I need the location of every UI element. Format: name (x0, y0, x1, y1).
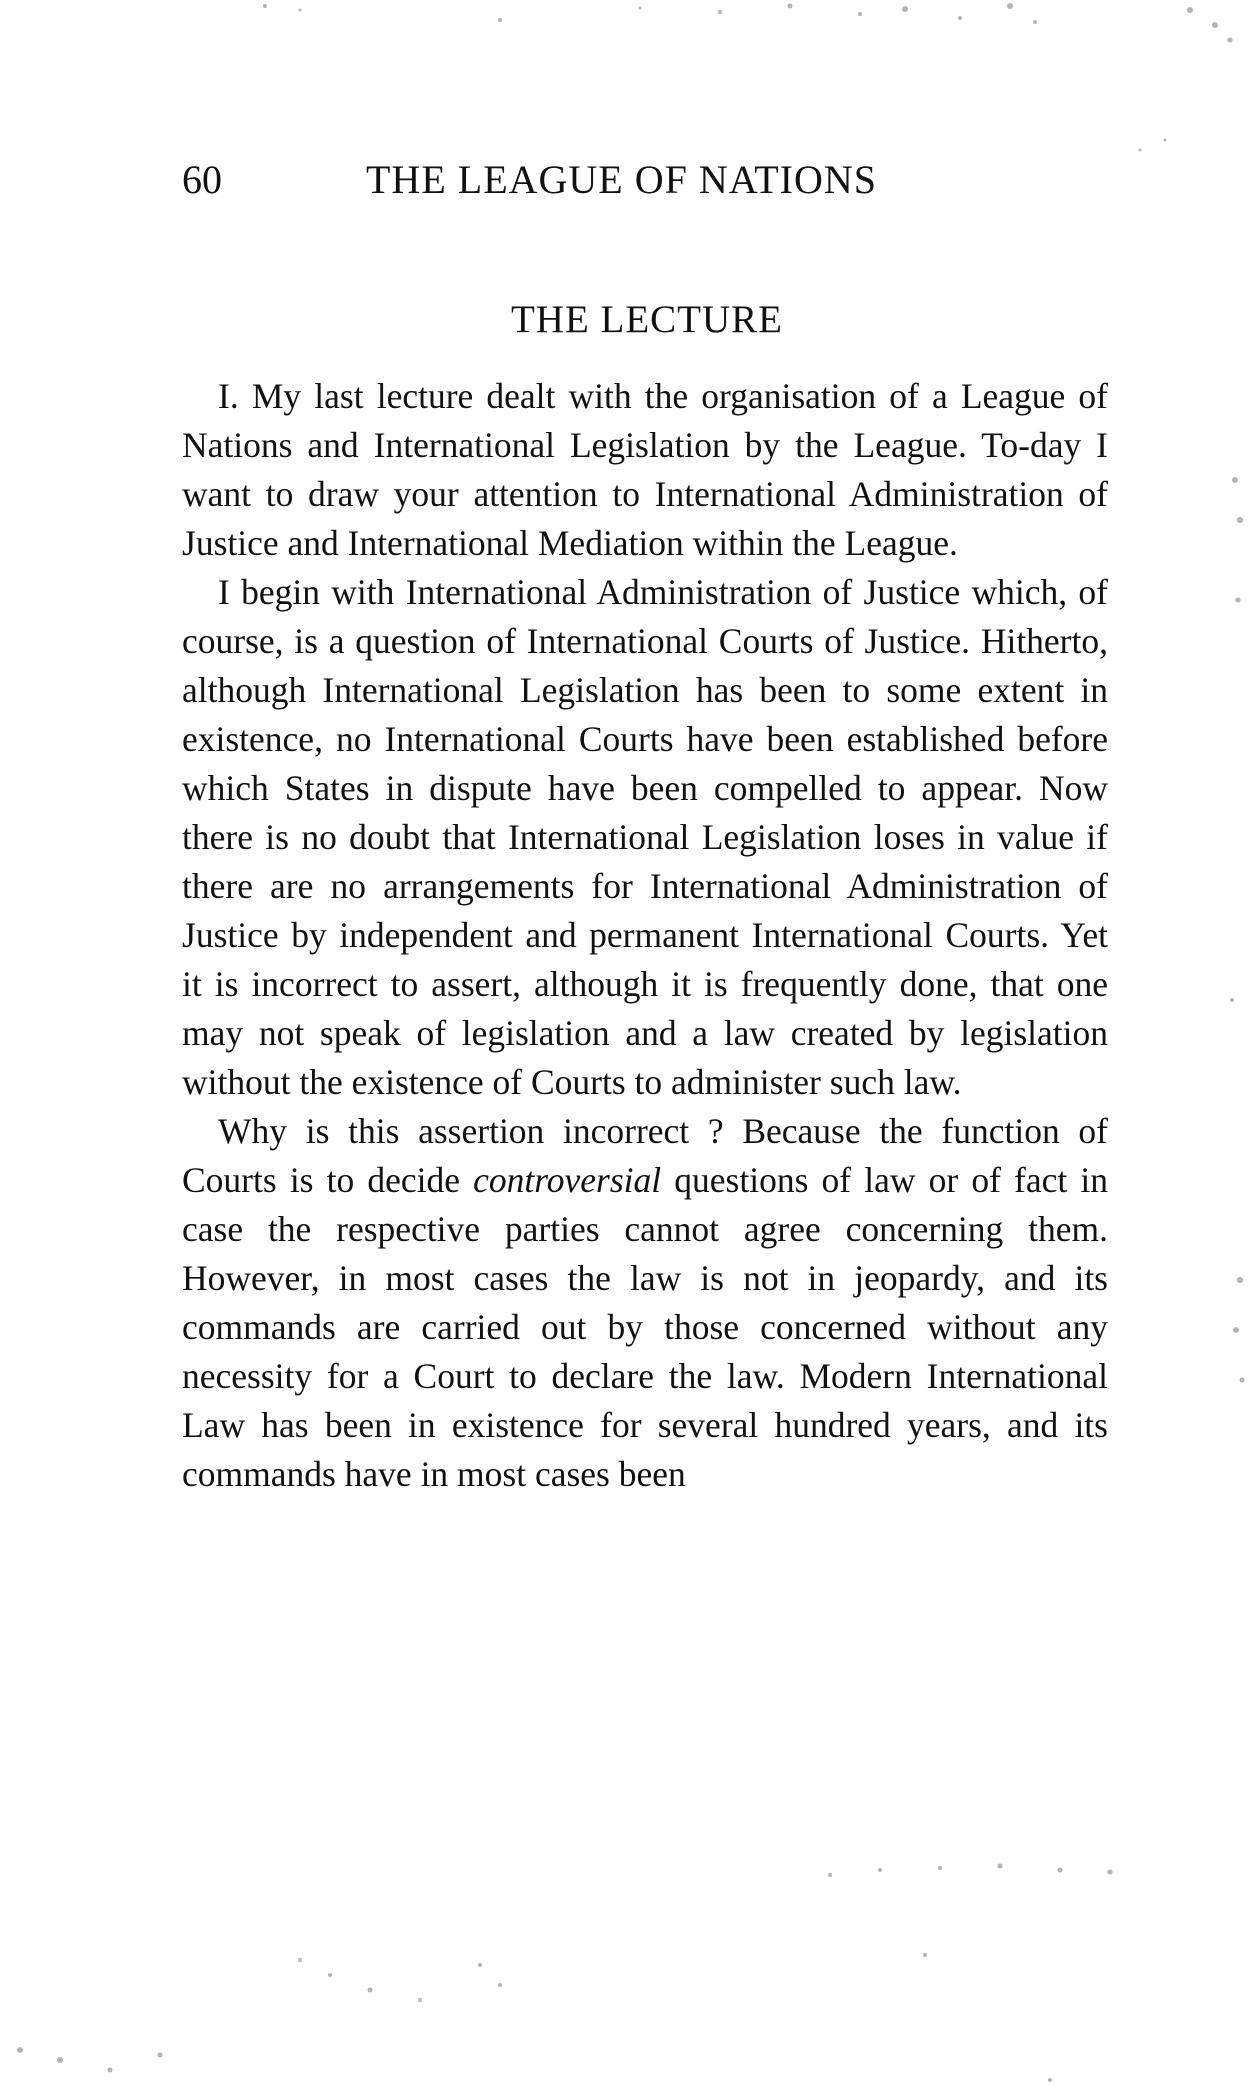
paragraph-2: I begin with International Administration of Justice which, of course, is a question of International Courts of Justice. Hitherto, although International Legislation has been to some extent in existence, no International Courts have been established before which States in dispute have been compelled to appear. Now there is no doubt that International Legislation loses in value if there are no arrangements for International Administration of Justice by independent and permanent International Courts. Yet it is incorrect to assert, although it is frequently done, that one may not speak of legislation and a law created by legislation without the existence of Courts to administer such law. (182, 572, 1108, 1102)
page-number: 60 (182, 157, 222, 202)
paragraph-3-emphasis: controversial (473, 1160, 662, 1200)
paragraph-1: I. My last lecture dealt with the organisation of a League of Nations and International Legislation by the League. To-day I want to draw your attention to International Administration of Justice and International Mediation within the League. (182, 376, 1108, 563)
paragraph-3-text-start: Why is this assertion incorrect ? Because the function of Courts is to decide (182, 1111, 1108, 1200)
section-heading: THE LECTURE (510, 298, 784, 341)
running-title: THE LEAGUE OF NATIONS (366, 157, 877, 202)
paragraph-3-text-end: questions of law or of fact in case the respective parties cannot agree concerning them. However, in most cases the law is not in jeopardy, and its commands are carried out by those concerned without any necessity for a Court to declare the law. Modern International Law has been in existence for several hundred years, and its commands have in most cases been (182, 1160, 1108, 1494)
